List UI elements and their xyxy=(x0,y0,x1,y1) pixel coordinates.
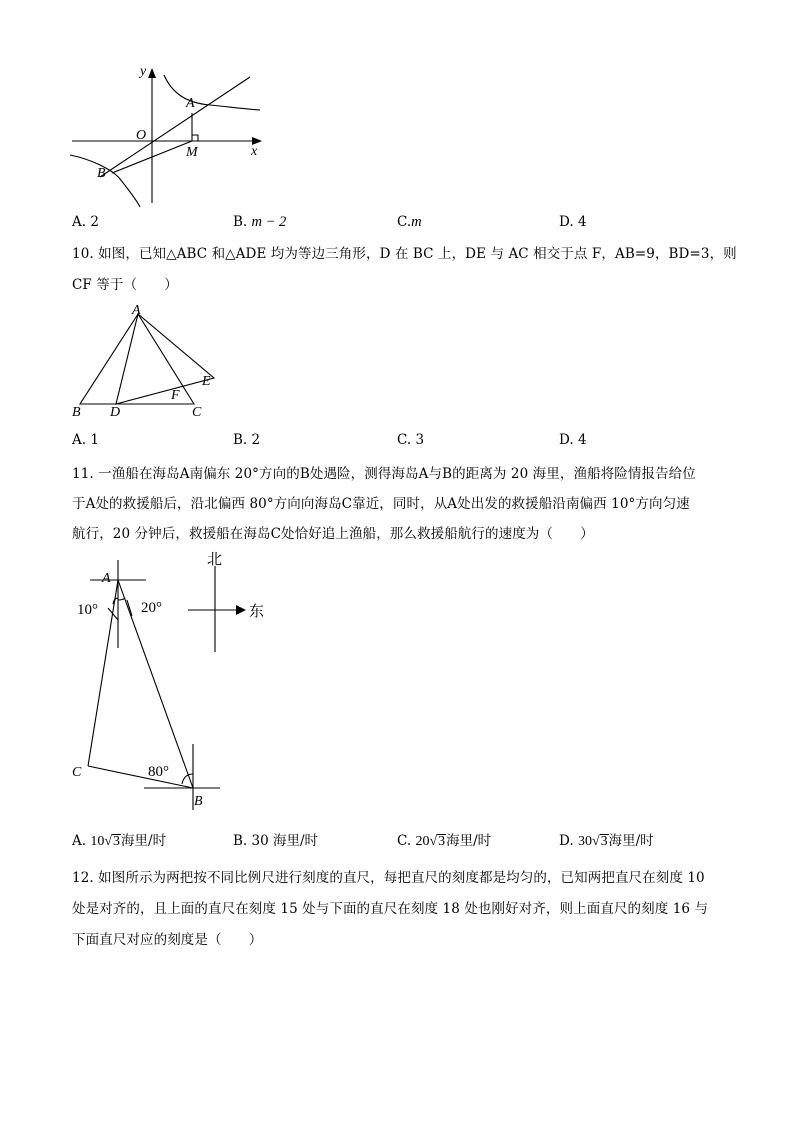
label-f: F xyxy=(171,388,180,403)
q9-option-a-letter: A. xyxy=(72,214,87,230)
q11-option-d-value xyxy=(578,832,609,852)
radical-sign-icon: √ xyxy=(104,834,113,849)
q11-option-a[interactable] xyxy=(72,831,166,852)
label-a: A xyxy=(132,303,141,318)
q12-line-1: 12. 如图所示为两把按不同比例尺进行刻度的直尺，每把直尺的刻度都是均匀的，已知两把直尺在刻度 10 xyxy=(72,870,705,886)
radical-sign-icon: √ xyxy=(591,834,600,849)
q10-triangle-figure xyxy=(68,302,228,422)
q10-option-d-letter: D. xyxy=(559,432,574,448)
q9-option-b[interactable] xyxy=(233,212,286,232)
q10-option-c[interactable] xyxy=(397,430,424,450)
label-north: 北 xyxy=(207,550,223,568)
q10-option-a[interactable] xyxy=(72,430,99,450)
q9-option-d[interactable] xyxy=(559,212,587,232)
q10-option-d-text: 4 xyxy=(577,432,587,448)
segment-cb xyxy=(88,766,193,788)
q12-line-3: 下面直尺对应的刻度是（ ） xyxy=(72,932,263,948)
q9-option-c[interactable] xyxy=(397,212,422,232)
q9-option-c-text: m xyxy=(411,214,422,230)
q11-option-a-unit: 海里/时 xyxy=(121,833,167,849)
label-angle-20: 20° xyxy=(141,600,162,616)
label-d: D xyxy=(110,405,121,420)
q10-option-b-text: 2 xyxy=(251,432,261,448)
q11-option-a-value xyxy=(90,832,121,852)
q10-option-d[interactable] xyxy=(559,430,587,450)
label-e: E xyxy=(202,374,211,389)
q11-option-d-radicand: 3 xyxy=(600,834,608,849)
radical-sign-icon: √ xyxy=(429,834,438,849)
q11-option-b-text: 30 海里/时 xyxy=(251,833,319,849)
q11-option-d-letter: D. xyxy=(559,833,574,849)
q10-option-a-text: 1 xyxy=(90,432,99,448)
right-angle-mark xyxy=(192,135,198,141)
q10-option-c-text: 3 xyxy=(415,432,425,448)
q11-option-d-coef: 30 xyxy=(577,834,592,849)
q10-line-1: 10. 如图，已知△ABC 和△ADE 均为等边三角形，D 在 BC 上，DE 与 AC 相交于点 F，AB=9，BD=3，则 xyxy=(72,246,737,262)
q9-coordinate-figure xyxy=(60,55,280,215)
q9-option-d-letter: D. xyxy=(559,214,574,230)
label-b: B xyxy=(72,405,81,420)
q11-option-c-value xyxy=(415,832,446,852)
q10-option-c-letter: C. xyxy=(397,432,412,448)
q11-option-d[interactable] xyxy=(559,831,654,852)
y-axis-arrow xyxy=(148,68,156,78)
q10-line-2: CF 等于（ ） xyxy=(72,277,178,293)
q11-option-c[interactable] xyxy=(397,831,491,852)
label-angle-10: 10° xyxy=(77,602,98,618)
label-east: 东 xyxy=(249,602,265,620)
label-c: C xyxy=(192,405,202,420)
q9-option-a-text: 2 xyxy=(90,214,99,230)
label-x: x xyxy=(251,144,258,159)
triangle-ade xyxy=(116,314,214,404)
q12-line-2: 处是对齐的，且上面的直尺在刻度 15 处与下面的直尺在刻度 18 处也刚好对齐，则上面直尺的刻度 16 与 xyxy=(72,901,709,917)
q10-option-b-letter: B. xyxy=(233,432,248,448)
q11-option-b[interactable] xyxy=(233,831,318,851)
label-y: y xyxy=(140,64,147,79)
line-through-origin xyxy=(100,77,250,177)
q9-option-c-letter: C. xyxy=(397,214,412,230)
q9-option-b-letter: B. xyxy=(233,214,248,230)
label-c: C xyxy=(72,765,82,780)
q11-option-a-radicand: 3 xyxy=(113,834,121,849)
angle-arc-20 xyxy=(118,598,125,600)
q9-option-d-text: 4 xyxy=(577,214,587,230)
q11-option-b-letter: B. xyxy=(233,833,248,849)
q11-option-c-unit: 海里/时 xyxy=(446,833,492,849)
q11-option-a-coef: 10 xyxy=(90,834,105,849)
q11-option-a-letter: A. xyxy=(72,833,87,849)
q10-option-a-letter: A. xyxy=(72,432,87,448)
q11-option-c-letter: C. xyxy=(397,833,412,849)
q11-option-c-radicand: 3 xyxy=(438,834,446,849)
q11-line-3: 航行，20 分钟后，救援船在海岛C处恰好追上渔船，那么救援船航行的速度为（ ） xyxy=(72,526,594,542)
q10-option-b[interactable] xyxy=(233,430,260,450)
q11-line-2: 于A处的救援船后，沿北偏西 80°方向向海岛C靠近，同时，从A处出发的救援船沿南偏西 10°方向匀速 xyxy=(72,496,690,512)
hyperbola-lower-branch xyxy=(70,155,140,207)
q9-option-b-text: m − 2 xyxy=(251,214,287,230)
label-a: A xyxy=(102,571,111,586)
label-b: B xyxy=(97,166,106,181)
q11-option-d-unit: 海里/时 xyxy=(608,833,654,849)
label-angle-80: 80° xyxy=(148,764,169,780)
q11-option-c-coef: 20 xyxy=(415,834,430,849)
q11-line-1: 11. 一渔船在海岛A南偏东 20°方向的B处遇险，测得海岛A与B的距离为 20 海里，渔船将险情报告给位 xyxy=(72,466,696,482)
label-b: B xyxy=(194,794,203,809)
east-arrow xyxy=(236,605,246,615)
label-a: A xyxy=(186,96,195,111)
label-o: O xyxy=(136,128,147,143)
label-m: M xyxy=(186,145,198,160)
q9-option-a[interactable] xyxy=(72,212,99,232)
q11-navigation-figure xyxy=(60,548,290,816)
